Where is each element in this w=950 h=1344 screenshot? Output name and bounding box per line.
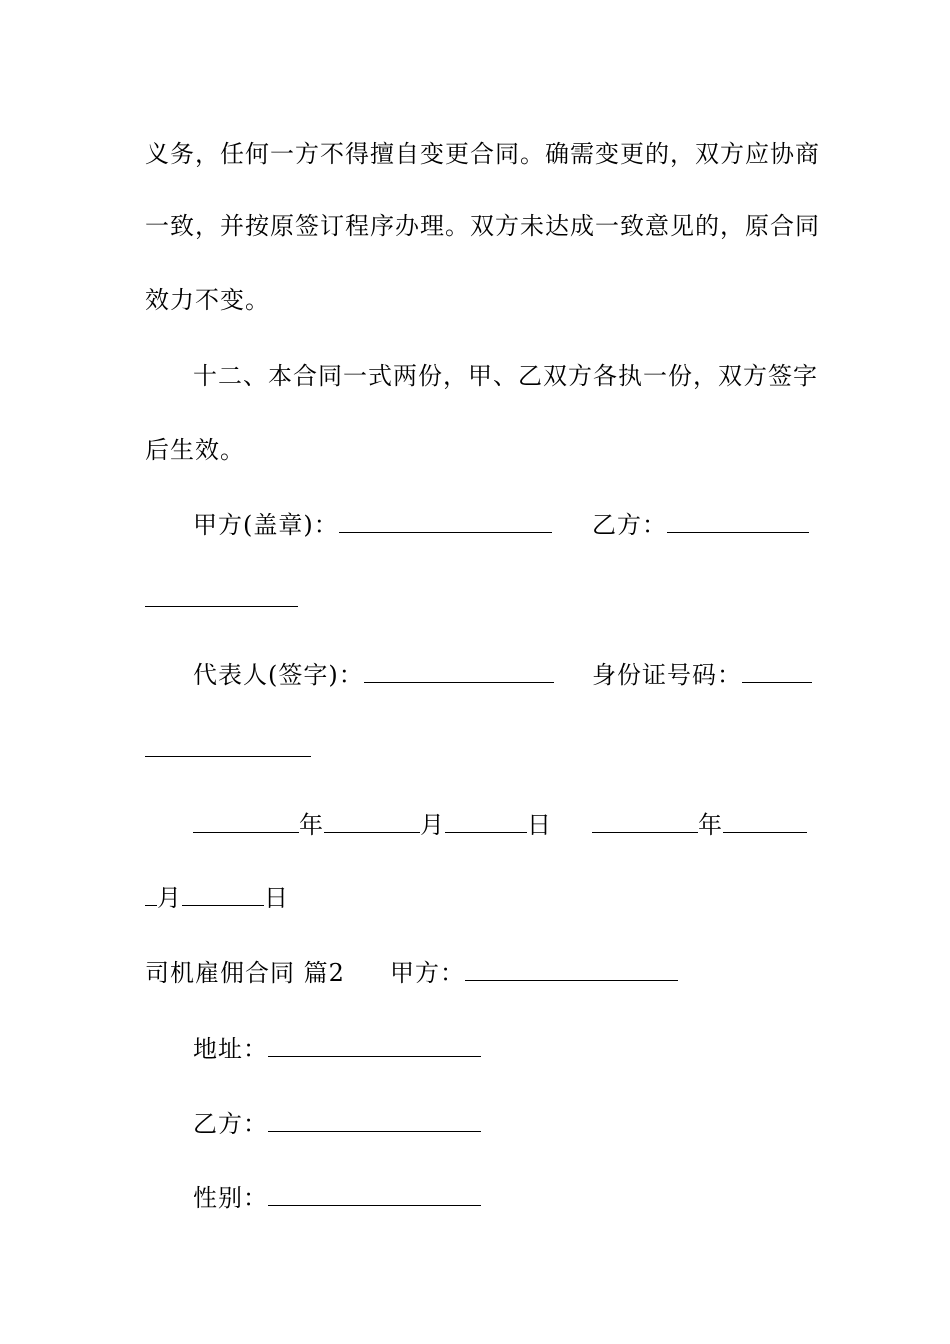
- contract2-gender-blank[interactable]: [268, 1183, 481, 1206]
- day-label: 日: [264, 884, 289, 912]
- month-label: 月: [420, 811, 445, 839]
- party-a-day-blank[interactable]: [445, 810, 527, 833]
- paragraph-line: 义务，任何一方不得擅自变更合同。确需变更的，双方应协商: [145, 140, 820, 168]
- id-number-row: [592, 659, 812, 691]
- representative-blank[interactable]: [364, 660, 554, 683]
- party-a-month-blank[interactable]: [324, 810, 420, 833]
- contract2-party-b-row: [193, 1108, 481, 1140]
- party-b-month-blank-continued[interactable]: [145, 883, 157, 906]
- contract2-address-label: 地址：: [193, 1035, 268, 1063]
- party-b-day-blank[interactable]: [182, 883, 264, 906]
- contract2-party-b-blank[interactable]: [268, 1109, 481, 1132]
- id-number-blank-continued[interactable]: [145, 756, 311, 757]
- contract2-address-blank[interactable]: [268, 1034, 481, 1057]
- day-label: 日: [527, 811, 552, 839]
- month-label: 月: [157, 884, 182, 912]
- party-a-year-blank[interactable]: [193, 810, 299, 833]
- party-b-blank[interactable]: [667, 510, 809, 533]
- year-label: 年: [299, 811, 324, 839]
- party-a-seal-label: 甲方(盖章)：: [193, 511, 339, 539]
- paragraph-line: 后生效。: [145, 436, 245, 464]
- party-a-seal-blank[interactable]: [339, 510, 552, 533]
- contract2-party-b-label: 乙方：: [193, 1110, 268, 1138]
- party-b-row: [592, 509, 809, 541]
- party-b-blank-continued[interactable]: [145, 606, 298, 607]
- contract2-gender-label: 性别：: [193, 1184, 268, 1212]
- contract2-party-a-label: 甲方：: [390, 959, 465, 987]
- paragraph-line: 一致，并按原签订程序办理。双方未达成一致意见的，原合同: [145, 212, 820, 240]
- party-a-seal-row: [193, 509, 552, 541]
- party-a-date-row: [193, 809, 552, 841]
- representative-label: 代表人(签字)：: [193, 661, 364, 689]
- party-b-date-row: [592, 809, 807, 841]
- contract2-party-a-blank[interactable]: [465, 958, 678, 981]
- paragraph-line: 十二、本合同一式两份，甲、乙双方各执一份，双方签字: [193, 362, 818, 390]
- contract2-title: 司机雇佣合同 篇2: [145, 959, 345, 987]
- contract2-gender-row: [193, 1182, 481, 1214]
- party-b-date-row-continued: [145, 882, 289, 914]
- id-number-label: 身份证号码：: [592, 661, 742, 689]
- contract2-address-row: [193, 1033, 481, 1065]
- paragraph-line: 效力不变。: [145, 286, 270, 314]
- party-b-label: 乙方：: [592, 511, 667, 539]
- id-number-blank[interactable]: [742, 660, 812, 683]
- contract2-party-a-row: [390, 957, 678, 989]
- year-label: 年: [698, 811, 723, 839]
- party-b-year-blank[interactable]: [592, 810, 698, 833]
- party-b-month-blank[interactable]: [723, 810, 807, 833]
- representative-row: [193, 659, 554, 691]
